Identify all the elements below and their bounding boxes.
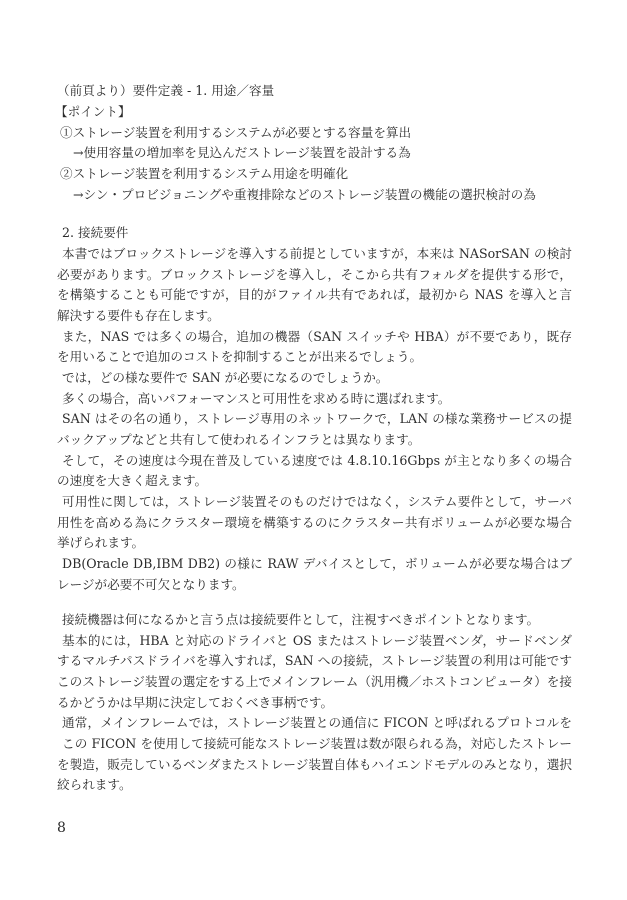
body-line: この FICON を使用して接続可能なストレージ装置は数が限られる為，対応したストレー xyxy=(62,736,572,751)
body-line: を構築することも可能ですが，目的がファイル共有であれば，最初から NAS を導入と言 xyxy=(57,287,572,302)
body-line: の速度を大きく超えます。 xyxy=(57,473,208,488)
point-item: ①ストレージ装置を利用するシステムが必要とする容量を算出 xyxy=(60,125,412,140)
body-line: 可用性に関しては，ストレージ装置そのものだけではなく，システム要件として，サーバ xyxy=(62,494,572,509)
body-line: するマルチパスドライバを導入すれば，SAN への接続，ストレージ装置の利用は可能です xyxy=(57,653,572,668)
body-line: SAN はその名の通り，ストレージ専用のネットワークで，LAN の様な業務サービスの提 xyxy=(62,411,572,426)
point-note: →使用容量の増加率を見込んだストレージ装置を設計する為 xyxy=(73,145,411,160)
points-title: 【ポイント】 xyxy=(55,104,131,119)
body-line: 絞られます。 xyxy=(57,777,132,792)
body-line: 挙げられます。 xyxy=(57,535,145,550)
body-line: そして，その速度は今現在普及している速度では 4.8.10.16Gbps が主となり多くの場合 xyxy=(62,453,572,468)
body-line: バックアップなどと共有して使われるインフラとは異なります。 xyxy=(57,432,421,447)
body-line: 用性を高める為にクラスター環境を構築するのにクラスター共有ボリュームが必要な場合 xyxy=(57,515,572,530)
body-line: 必要があります。ブロックストレージを導入し，そこから共有フォルダを提供する形で， xyxy=(57,267,572,282)
body-line: 接続機器は何になるかと言う点は接続要件として，注視すべきポイントとなります。 xyxy=(62,612,540,627)
page-number: 8 xyxy=(57,820,66,836)
body-line: るかどうかは早期に決定しておくべき事柄です。 xyxy=(57,695,334,710)
body-line: では，どの様な要件で SAN が必要になるのでしょうか。 xyxy=(62,370,389,385)
body-line: 基本的には，HBA と対応のドライバと OS またはストレージ装置ベンダ，サードベンダ xyxy=(62,633,572,648)
body-line: 通常，メインフレームでは，ストレージ装置との通信に FICON と呼ばれるプロトコルを xyxy=(62,715,572,730)
section-heading: 2. 接続要件 xyxy=(62,225,129,240)
body-line: を用いることで追加のコストを抑制することが出来るでしょう。 xyxy=(57,349,423,364)
point-item: ②ストレージ装置を利用するシステム用途を明確化 xyxy=(60,166,349,181)
body-line: を製造，販売しているベンダまたストレージ装置自体もハイエンドモデルのみとなり，選択 xyxy=(57,757,572,772)
body-line: 本書ではブロックストレージを導入する前提としていますが，本来は NASorSAN の検討 xyxy=(62,246,572,261)
page-header: （前頁より）要件定義 - 1. 用途／容量 xyxy=(57,83,275,98)
body-line: また，NAS では多くの場合，追加の機器（SAN スイッチや HBA）が不要であり，既存 xyxy=(62,329,572,344)
body-line: このストレージ装置の選定をする上でメインフレーム（汎用機／ホストコンピュータ）を接 xyxy=(57,674,572,689)
body-line: 解決する要件も存在します。 xyxy=(57,308,220,323)
body-line: DB(Oracle DB,IBM DB2) の様に RAW デバイスとして，ボリュームが必要な場合はブ xyxy=(62,556,572,571)
body-line: 多くの場合，高いパフォーマンスと可用性を求める時に選ばれます。 xyxy=(62,391,451,406)
body-line: レージが必要不可欠となります。 xyxy=(57,577,245,592)
point-note: →シン・プロビジョニングや重複排除などのストレージ装置の機能の選択検討の為 xyxy=(73,187,536,202)
